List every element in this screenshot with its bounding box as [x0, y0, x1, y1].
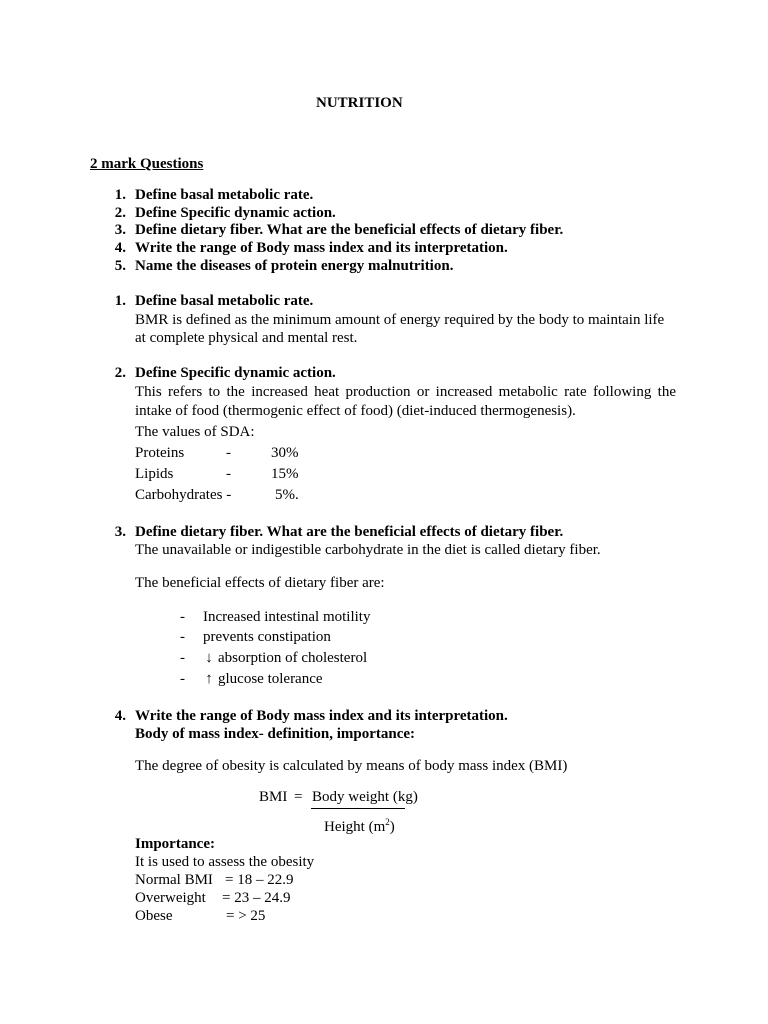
- sda-name: Proteins: [135, 445, 185, 461]
- answer-question: Define dietary fiber. What are the beneficial effects of dietary fiber.: [135, 524, 564, 540]
- page-title: NUTRITION: [316, 95, 403, 111]
- answer-question: Define Specific dynamic action.: [135, 365, 336, 381]
- section-heading: 2 mark Questions: [90, 156, 204, 172]
- answer-text: The degree of obesity is calculated by means of body mass index (BMI): [135, 758, 568, 774]
- bullet-dash: -: [180, 609, 185, 625]
- denominator-superscript: 2: [385, 817, 390, 827]
- answer-subheading: Body of mass index- definition, importance:: [135, 726, 416, 742]
- effect-text: glucose tolerance: [218, 671, 323, 687]
- answer-text: This refers to the increased heat production or increased metabolic rate following the: [135, 384, 676, 400]
- answer-question: Write the range of Body mass index and its interpretation.: [135, 708, 508, 724]
- arrow-up-icon: ↑: [205, 671, 213, 687]
- fraction-bar: [311, 808, 405, 809]
- answer-number: 4.: [114, 708, 126, 724]
- range-label: Overweight: [135, 890, 206, 906]
- sda-name: Lipids: [135, 466, 174, 482]
- range-label: Obese: [135, 908, 173, 924]
- list-text: Write the range of Body mass index and its interpretation.: [135, 240, 508, 256]
- sda-value: 15%: [271, 466, 299, 482]
- denominator-close: ): [389, 819, 395, 835]
- importance-label: Importance:: [135, 836, 215, 852]
- formula-lhs: BMI: [259, 789, 288, 805]
- bullet-dash: -: [180, 650, 185, 666]
- list-number: 4.: [114, 240, 126, 256]
- answer-number: 2.: [114, 365, 126, 381]
- sda-value: 5%.: [275, 487, 299, 503]
- importance-text: It is used to assess the obesity: [135, 854, 315, 870]
- effect-text: Increased intestinal motility: [203, 609, 371, 625]
- list-text: Define dietary fiber. What are the beneficial effects of dietary fiber.: [135, 222, 564, 238]
- range-value: = 23 – 24.9: [222, 890, 291, 906]
- answer-text: The unavailable or indigestible carbohydrate in the diet is called dietary fiber.: [135, 542, 601, 558]
- effect-text: prevents constipation: [203, 629, 331, 645]
- list-text: Name the diseases of protein energy malnutrition.: [135, 258, 454, 274]
- formula-numerator: Body weight (kg): [312, 789, 418, 805]
- range-label: Normal BMI: [135, 872, 213, 888]
- bullet-dash: -: [180, 629, 185, 645]
- effect-text: absorption of cholesterol: [218, 650, 368, 666]
- effects-intro: The beneficial effects of dietary fiber are:: [135, 575, 385, 591]
- list-number: 5.: [114, 258, 126, 274]
- list-number: 2.: [114, 205, 126, 221]
- list-number: 3.: [114, 222, 126, 238]
- sda-dash: -: [226, 466, 231, 482]
- answer-text: at complete physical and mental rest.: [135, 330, 358, 346]
- sda-name: Carbohydrates -: [135, 487, 232, 503]
- list-text: Define Specific dynamic action.: [135, 205, 336, 221]
- arrow-down-icon: ↓: [205, 650, 213, 666]
- answer-number: 1.: [114, 293, 126, 309]
- answer-number: 3.: [114, 524, 126, 540]
- formula-denominator: [324, 818, 395, 836]
- sda-value: 30%: [271, 445, 299, 461]
- bullet-dash: -: [180, 671, 185, 687]
- range-value: = > 25: [226, 908, 266, 924]
- formula-equals: =: [294, 789, 303, 805]
- answer-text: intake of food (thermogenic effect of food) (diet-induced thermogenesis).: [135, 403, 576, 419]
- answer-text: BMR is defined as the minimum amount of energy required by the body to maintain life: [135, 312, 665, 328]
- answer-question: Define basal metabolic rate.: [135, 293, 314, 309]
- denominator-text: Height (m: [324, 819, 386, 835]
- list-number: 1.: [114, 187, 126, 203]
- list-text: Define basal metabolic rate.: [135, 187, 314, 203]
- values-intro: The values of SDA:: [135, 424, 255, 440]
- sda-dash: -: [226, 445, 231, 461]
- range-value: = 18 – 22.9: [225, 872, 294, 888]
